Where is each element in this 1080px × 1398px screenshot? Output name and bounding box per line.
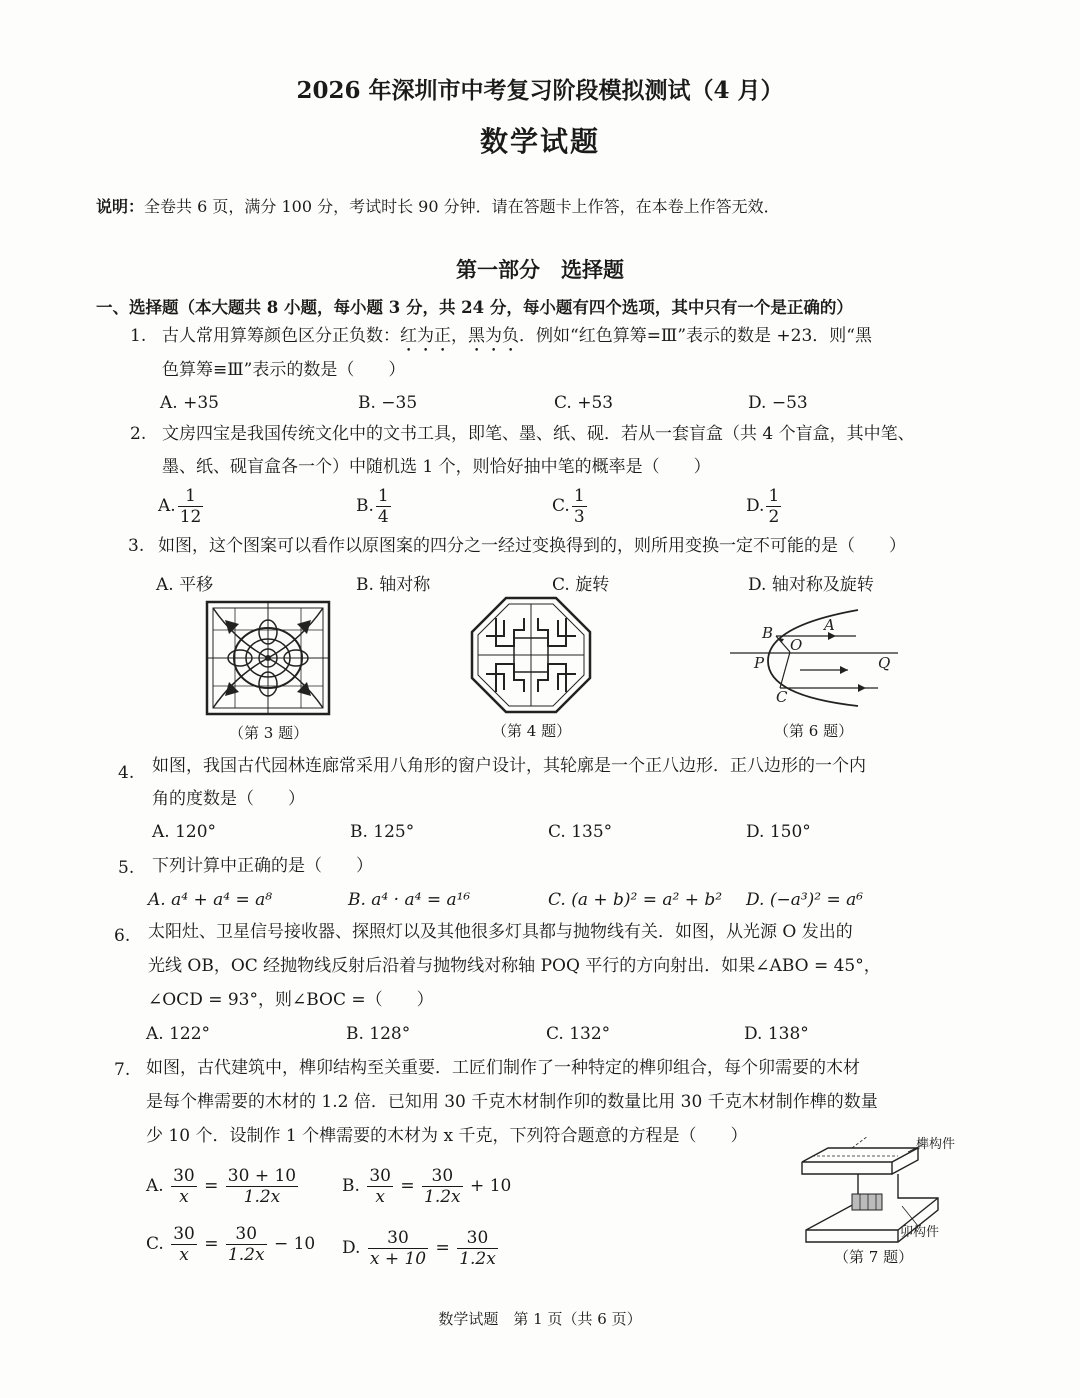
q7-a-lhs-num: 30 bbox=[173, 1166, 195, 1186]
q7-c-label: C. bbox=[146, 1234, 164, 1254]
q7-c-rhs-num: 30 bbox=[226, 1224, 267, 1245]
q7-b-lhs-den: x bbox=[375, 1187, 385, 1207]
q6-line3: ∠OCD = 93°，则∠BOC =（ ） bbox=[148, 990, 434, 1010]
q7-d-rhs-num: 30 bbox=[457, 1228, 498, 1249]
fig7-label-tenon: 榫构件 bbox=[916, 1137, 956, 1152]
q3-option-c: C. 旋转 bbox=[552, 575, 610, 595]
q7-option-c: C. $\frac{30}{x}$ = $\frac{30}{1.2x}$ − 10 bbox=[146, 1224, 316, 1265]
fig6-label-A: A bbox=[824, 616, 835, 634]
q1-text-c: ， bbox=[451, 326, 468, 346]
q6-number: 6. bbox=[114, 926, 131, 946]
q7-d-rhs bbox=[457, 1228, 498, 1269]
q2-d-num: 1 bbox=[768, 486, 780, 506]
q7-number: 7. bbox=[114, 1060, 131, 1080]
q4-line1: 如图，我国古代园林连廊常采用八角形的窗户设计，其轮廓是一个正八边形．正八边形的一个内 bbox=[152, 756, 866, 776]
q6-line1: 太阳灶、卫星信号接收器、探照灯以及其他很多灯具都与抛物线有关．如图，从光源 O 发出的 bbox=[148, 922, 853, 942]
q2-option-d bbox=[746, 486, 783, 527]
q4-number: 4. bbox=[118, 763, 135, 783]
q1-emph-black: 黑为负 bbox=[468, 326, 519, 346]
q5-option-b: B. a⁴ · a⁴ = a¹⁶ bbox=[348, 890, 471, 910]
q2-a-num: 1 bbox=[178, 486, 204, 507]
fig6-label-P: P bbox=[754, 654, 765, 672]
q1-text-a: 古人常用算筹颜色区分正负数： bbox=[162, 326, 400, 346]
q7-c-rhs bbox=[226, 1224, 267, 1265]
q4-option-c: C. 135° bbox=[548, 822, 613, 842]
q2-a-label: A. bbox=[158, 496, 176, 516]
q1-line2: 色算筹≡Ⅲ”表示的数是（ ） bbox=[162, 360, 406, 380]
q6-line2: 光线 OB，OC 经抛物线反射后沿着与抛物线对称轴 POQ 平行的方向射出．如果∠ABO = 45°， bbox=[148, 956, 881, 976]
q1-option-b: B. −35 bbox=[358, 393, 418, 413]
figure-7-mortise-tenon bbox=[798, 1134, 958, 1244]
q7-b-lhs-num: 30 bbox=[369, 1166, 391, 1186]
q3-line1: 如图，这个图案可以看作以原图案的四分之一经过变换得到的，则所用变换一定不可能的是（ ） bbox=[158, 536, 906, 556]
fig6-label-B: B bbox=[762, 624, 774, 642]
q2-c-label: C. bbox=[552, 496, 570, 516]
part-title: 第一部分 选择题 bbox=[456, 257, 624, 282]
q2-b-num: 1 bbox=[377, 486, 389, 506]
q6-option-d: D. 138° bbox=[744, 1024, 809, 1044]
exam-subtitle: 数学试题 bbox=[479, 125, 600, 158]
q7-b-label: B. bbox=[342, 1176, 360, 1196]
q3-option-b: B. 轴对称 bbox=[356, 575, 431, 595]
q2-c-den: 3 bbox=[573, 507, 585, 527]
q2-line2: 墨、纸、砚盲盒各一个）中随机选 1 个，则恰好抽中笔的概率是（ ） bbox=[162, 457, 711, 477]
q2-option-b bbox=[356, 486, 393, 527]
q2-d-fraction bbox=[766, 486, 781, 527]
q7-c-lhs-den: x bbox=[179, 1245, 189, 1265]
q2-d-den: 2 bbox=[768, 507, 780, 527]
figure-4-caption: （第 4 题） bbox=[492, 722, 572, 740]
q7-line1: 如图，古代建筑中，榫卯结构至关重要．工匠们制作了一种特定的榫卯组合，每个卯需要的木材 bbox=[146, 1058, 860, 1078]
section-header: 一、选择题（本大题共 8 小题，每小题 3 分，共 24 分，每小题有四个选项，其中只有一个是正确的） bbox=[96, 298, 853, 317]
q5-option-c: C. (a + b)² = a² + b² bbox=[548, 890, 723, 910]
q2-c-num: 1 bbox=[573, 486, 585, 506]
q2-b-den: 4 bbox=[377, 507, 389, 527]
q1-option-a: A. +35 bbox=[160, 393, 219, 413]
q7-d-lhs bbox=[368, 1228, 428, 1269]
q7-a-label: A. bbox=[146, 1176, 164, 1196]
q5-line1: 下列计算中正确的是（ ） bbox=[152, 856, 373, 876]
fig6-label-O: O bbox=[790, 636, 803, 654]
q7-a-lhs bbox=[171, 1166, 197, 1207]
exam-note bbox=[96, 194, 780, 217]
q1-option-c: C. +53 bbox=[554, 393, 614, 413]
q1-text-e: ．例如“红色算筹=Ⅲ”表示的数是 +23．则“黑 bbox=[519, 326, 872, 346]
q7-d-label: D. bbox=[342, 1238, 361, 1258]
fig6-label-C: C bbox=[776, 688, 788, 706]
q7-b-rhs bbox=[422, 1166, 463, 1207]
q7-d-lhs-num: 30 bbox=[368, 1228, 428, 1249]
q7-option-b: B. $\frac{30}{x}$ = $\frac{30}{1.2x}$ + 10 bbox=[342, 1166, 512, 1207]
q5-option-d: D. (−a³)² = a⁶ bbox=[746, 890, 864, 910]
figure-4-octagon-window bbox=[470, 596, 592, 714]
figure-6-caption: （第 6 题） bbox=[774, 722, 854, 740]
q2-d-label: D. bbox=[746, 496, 765, 516]
q7-d-rhs-den: 1.2x bbox=[459, 1249, 496, 1269]
q2-b-fraction bbox=[376, 486, 391, 527]
q6-option-a: A. 122° bbox=[146, 1024, 211, 1044]
figure-7-caption: （第 7 题） bbox=[834, 1248, 914, 1266]
q2-a-fraction bbox=[178, 486, 204, 527]
q6-option-b: B. 128° bbox=[346, 1024, 411, 1044]
q2-number: 2. bbox=[130, 424, 147, 444]
q7-a-rhs-den: 1.2x bbox=[243, 1187, 281, 1207]
q7-b-tail: + 10 bbox=[470, 1176, 512, 1196]
figure-3-pattern bbox=[205, 600, 331, 716]
q2-option-a bbox=[158, 486, 205, 527]
q7-line2: 是每个榫需要的木材的 1.2 倍．已知用 30 千克木材制作卯的数量比用 30 千克木材制作榫的数量 bbox=[146, 1092, 878, 1112]
q7-a-lhs-den: x bbox=[179, 1187, 189, 1207]
q3-number: 3. bbox=[128, 536, 145, 556]
q2-c-fraction bbox=[572, 486, 587, 527]
exam-title: 2026 年深圳市中考复习阶段模拟测试（4 月） bbox=[296, 77, 784, 104]
q4-option-b: B. 125° bbox=[350, 822, 415, 842]
q7-b-rhs-num: 30 bbox=[422, 1166, 463, 1187]
q7-d-lhs-den: x + 10 bbox=[369, 1249, 427, 1269]
q5-option-a: A. a⁴ + a⁴ = a⁸ bbox=[148, 890, 273, 910]
figure-6-parabola bbox=[728, 608, 908, 708]
fig7-label-mortise: 卯构件 bbox=[900, 1225, 940, 1240]
q1-line1 bbox=[162, 320, 872, 356]
q7-c-rhs-den: 1.2x bbox=[227, 1245, 265, 1265]
fig6-label-Q: Q bbox=[878, 654, 891, 672]
q6-option-c: C. 132° bbox=[546, 1024, 611, 1044]
q7-c-lhs bbox=[171, 1224, 197, 1265]
q1-number: 1. bbox=[130, 326, 147, 346]
q3-option-d: D. 轴对称及旋转 bbox=[748, 575, 874, 595]
q2-line1: 文房四宝是我国传统文化中的文书工具，即笔、墨、纸、砚．若从一套盲盒（共 4 个盲盒，其中笔、 bbox=[162, 424, 915, 444]
q7-line3: 少 10 个．设制作 1 个榫需要的木材为 x 千克，下列符合题意的方程是（ ） bbox=[146, 1126, 748, 1146]
q7-c-tail: − 10 bbox=[273, 1234, 316, 1254]
q7-option-d: D. $\frac{30}{x + 10}$ = $\frac{30}{1.2x}$ bbox=[342, 1228, 496, 1269]
note-label: 说明： bbox=[96, 197, 145, 216]
q7-a-rhs bbox=[226, 1166, 298, 1207]
page-footer: 数学试题 第 1 页（共 6 页） bbox=[438, 1310, 642, 1328]
q7-b-lhs bbox=[367, 1166, 393, 1207]
figure-3-caption: （第 3 题） bbox=[229, 724, 309, 742]
q5-number: 5. bbox=[118, 858, 135, 878]
q4-option-a: A. 120° bbox=[152, 822, 217, 842]
q2-a-den: 12 bbox=[179, 507, 202, 527]
q1-emph-red: 红为正 bbox=[400, 326, 451, 346]
q7-option-a: A. $\frac{30}{x}$ = $\frac{30 + 10}{1.2x}$ bbox=[146, 1166, 297, 1207]
q1-option-d: D. −53 bbox=[748, 393, 808, 413]
q4-line2: 角的度数是（ ） bbox=[152, 789, 305, 809]
q7-b-rhs-den: 1.2x bbox=[424, 1187, 461, 1207]
q7-a-rhs-num: 30 + 10 bbox=[227, 1166, 297, 1186]
q2-option-c bbox=[552, 486, 589, 527]
q7-c-lhs-num: 30 bbox=[173, 1224, 195, 1244]
note-text: 全卷共 6 页，满分 100 分，考试时长 90 分钟．请在答题卡上作答，在本卷上作答无效． bbox=[144, 197, 780, 216]
q4-option-d: D. 150° bbox=[746, 822, 811, 842]
q2-b-label: B. bbox=[356, 496, 374, 516]
q3-option-a: A. 平移 bbox=[156, 575, 214, 595]
